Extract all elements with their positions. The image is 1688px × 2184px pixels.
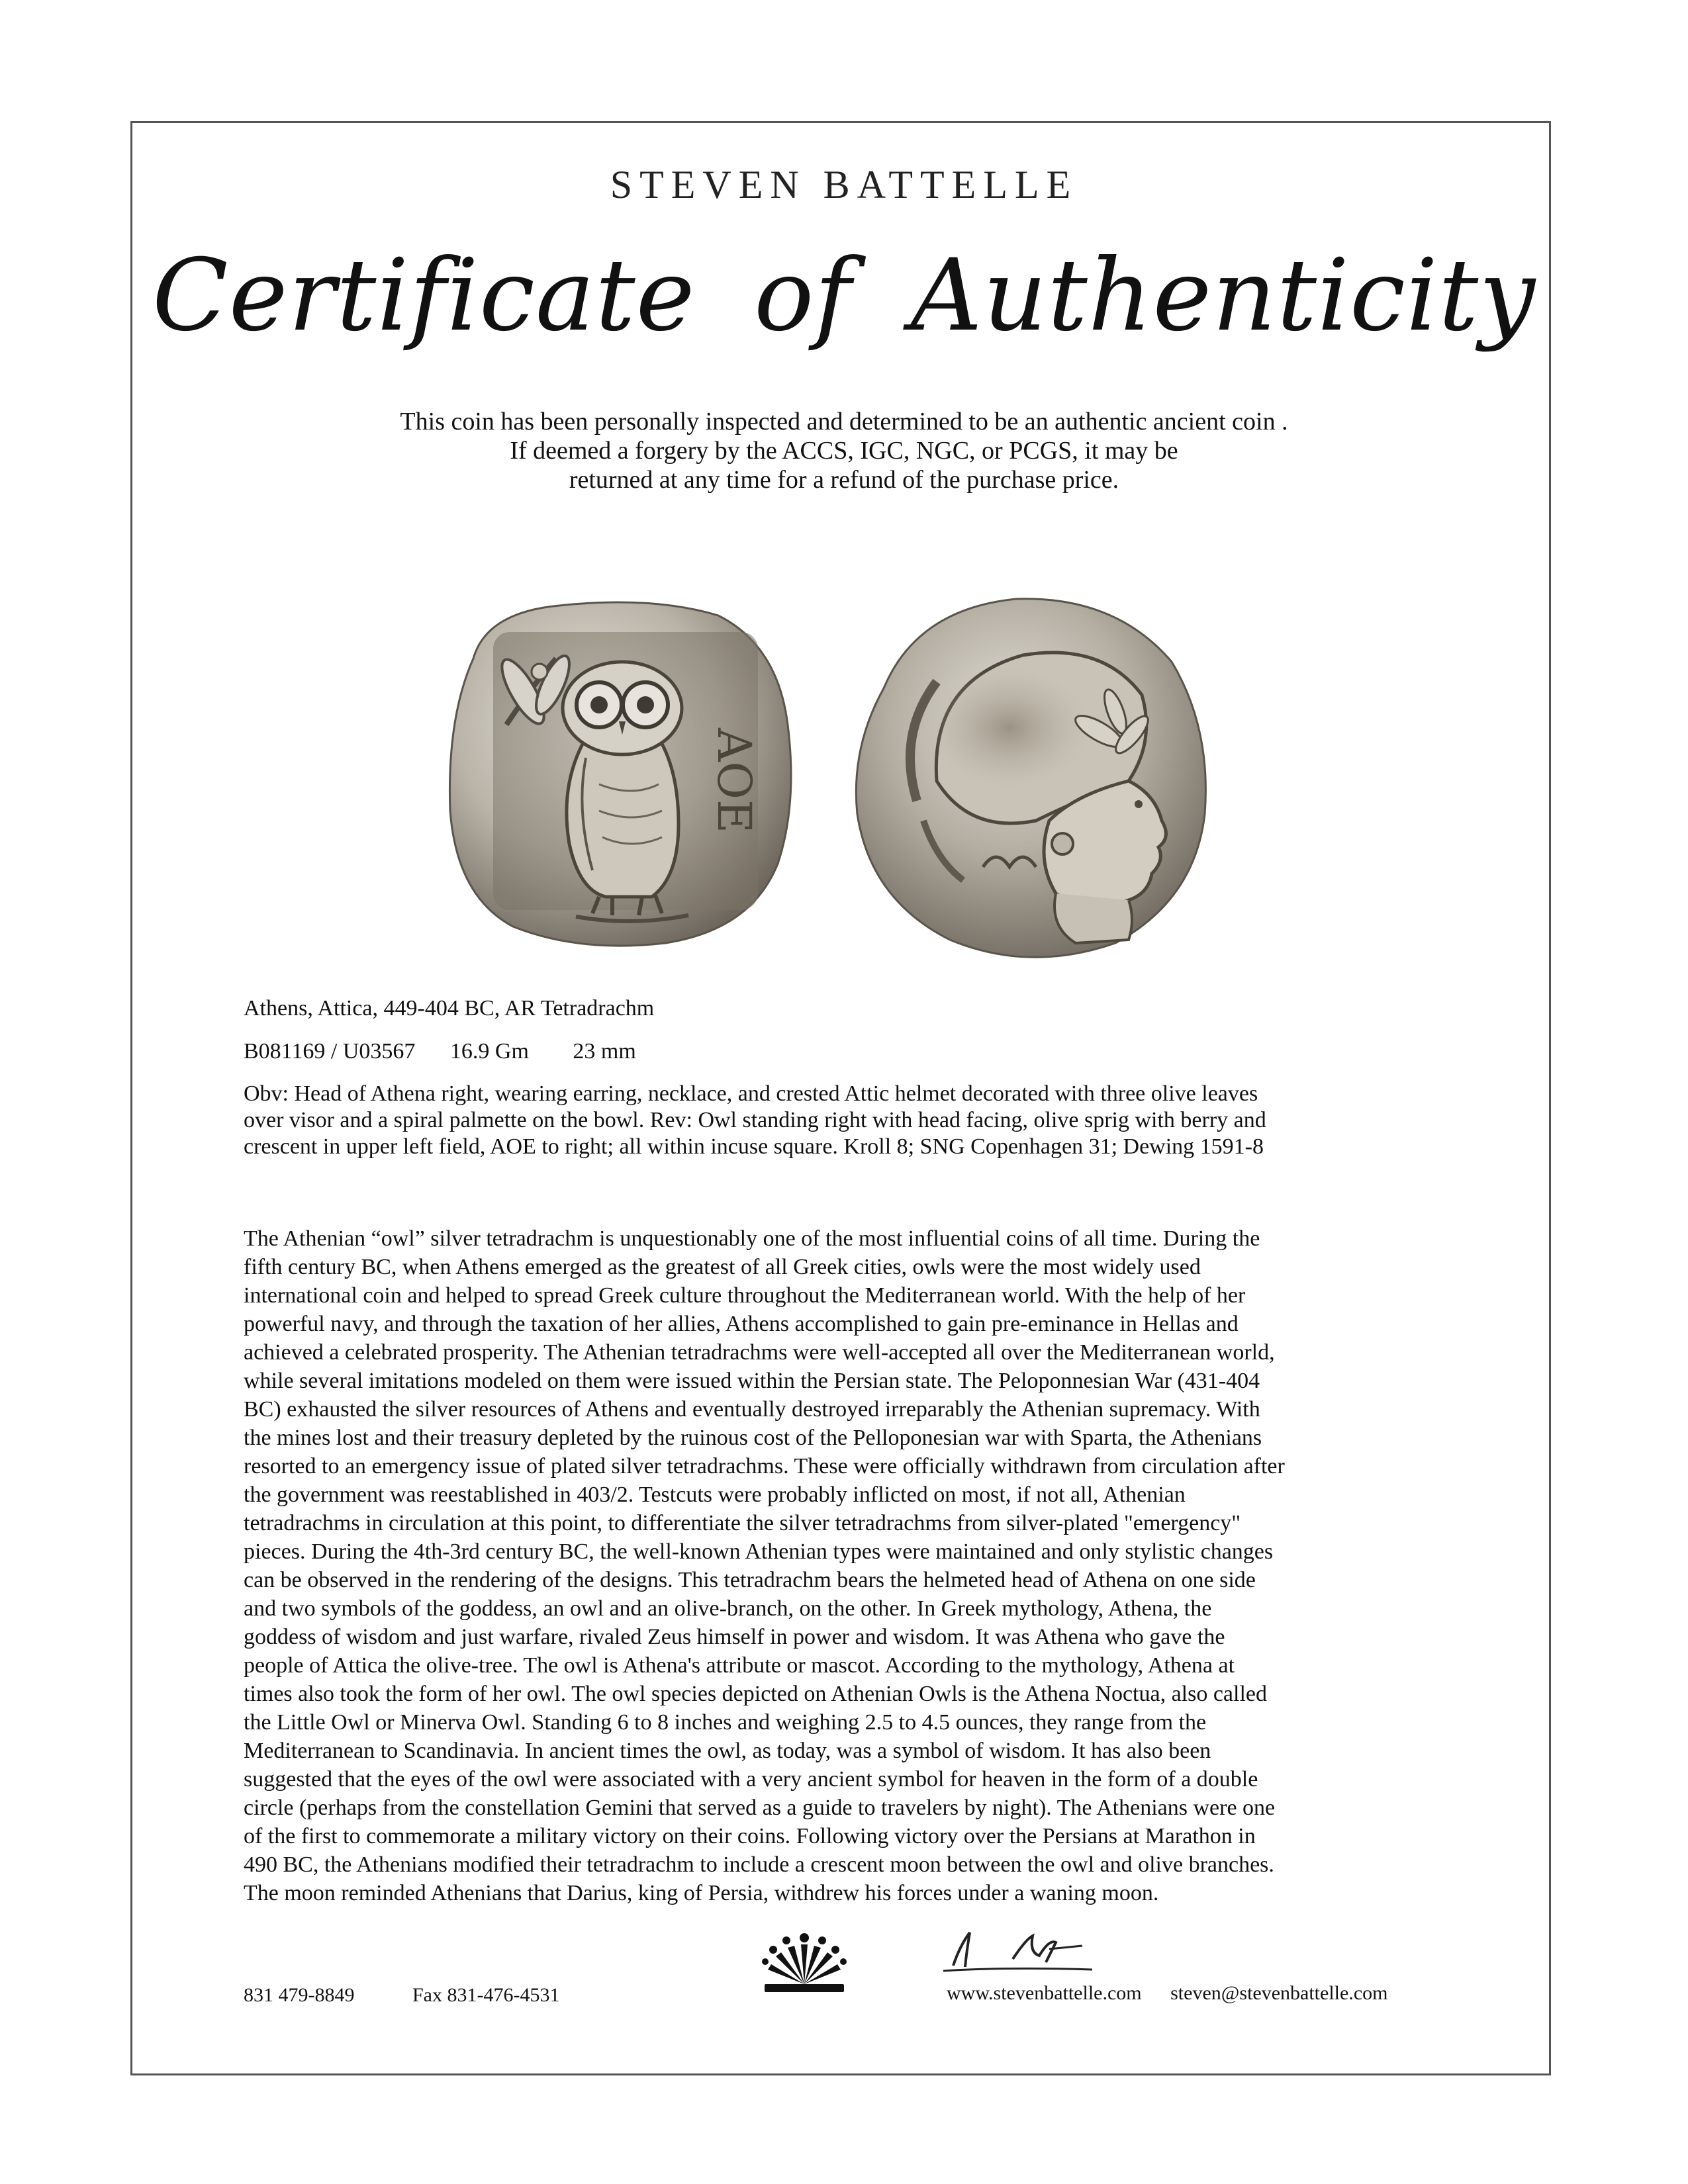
- guarantee-line: This coin has been personally inspected and determined to be an authentic ancient coin .: [400, 408, 1288, 435]
- essay-line: 490 BC, the Athenians modified their tetradrachm to include a crescent moon between the owl and olive branches.: [244, 1852, 1274, 1877]
- essay-line: while several imitations modeled on them were issued within the Persian state. The Peloponnesian War (431-404: [244, 1369, 1260, 1393]
- phone-number: 831 479-8849: [244, 1984, 355, 2006]
- essay-line: the mines lost and their treasury depleted by the ruinous cost of the Pelloponesian war with Sparta, the Athenians: [244, 1426, 1262, 1450]
- guarantee-line: returned at any time for a refund of the purchase price.: [569, 466, 1119, 494]
- essay-line: and two symbols of the goddess, an owl and an olive-branch, on the other. In Greek mythology, Athena, the: [244, 1596, 1212, 1621]
- coin-diameter: 23 mm: [573, 1039, 636, 1064]
- guarantee-line: If deemed a forgery by the ACCS, IGC, NGC, or PCGS, it may be: [510, 437, 1178, 465]
- essay-line: The Athenian “owl” silver tetradrachm is unquestionably one of the most influential coins of all time. During the: [244, 1226, 1260, 1251]
- essay-line: achieved a celebrated prosperity. The Athenian tetradrachms were well-accepted all over the Mediterranean world,: [244, 1340, 1275, 1365]
- coin-obverse-image: [837, 582, 1215, 963]
- essay-line: Mediterranean to Scandinavia. In ancient times the owl, as today, was a symbol of wisdom. It has also been: [244, 1739, 1211, 1763]
- essay-line: suggested that the eyes of the owl were associated with a very ancient symbol for heaven in the form of a double: [244, 1767, 1258, 1792]
- coin-reverse-image: [434, 586, 801, 953]
- essay-line: can be observed in the rendering of the designs. This tetradrachm bears the helmeted head of Athena on one side: [244, 1568, 1256, 1592]
- contact-web-email: [947, 1982, 1387, 2005]
- essay-line: resorted to an emergency issue of plated silver tetradrachms. These were officially withdrawn from circulation after: [244, 1454, 1285, 1479]
- sunburst-logo-icon: [761, 1931, 847, 1994]
- essay-line: tetradrachms in circulation at this point, to differentiate the silver tetradrachms from silver-plated "emergency": [244, 1511, 1241, 1535]
- fax-number: Fax 831-476-4531: [412, 1984, 560, 2006]
- description-line: crescent in upper left field, AOE to right; all within incuse square. Kroll 8; SNG Copenhagen 31; Dewing 1591-8: [244, 1134, 1264, 1159]
- essay-line: circle (perhaps from the constellation Gemini that served as a guide to travelers by night). The Athenians were one: [244, 1796, 1276, 1820]
- coin-weight: 16.9 Gm: [449, 1039, 529, 1064]
- owl-coin-icon: [434, 586, 801, 953]
- certificate-title: Certificate of Authenticity: [152, 238, 1536, 353]
- coin-legend: AOE: [707, 728, 761, 834]
- essay-line: goddess of wisdom and just warfare, rivaled Zeus himself in power and wisdom. It was Athena who gave the: [244, 1625, 1225, 1649]
- essay-line: the government was reestablished in 403/2. Testcuts were probably inflicted on most, if not all, Athenian: [244, 1482, 1186, 1507]
- inventory-number: B081169 / U03567: [244, 1039, 416, 1064]
- essay-line: the Little Owl or Minerva Owl. Standing 6 to 8 inches and weighing 2.5 to 4.5 ounces, they range from the: [244, 1710, 1207, 1735]
- athena-head-coin-icon: [837, 582, 1215, 963]
- essay-line: people of Attica the olive-tree. The owl is Athena's attribute or mascot. According to the mythology, Athena at: [244, 1653, 1235, 1678]
- essay-line: The moon reminded Athenians that Darius, king of Persia, withdrew his forces under a waning moon.: [244, 1881, 1159, 1905]
- essay-line: pieces. During the 4th-3rd century BC, the well-known Athenian types were maintained and only stylistic changes: [244, 1539, 1274, 1564]
- essay-line: fifth century BC, when Athens emerged as the greatest of all Greek cities, owls were the most widely used: [244, 1255, 1201, 1279]
- brand-name: STEVEN BATTELLE: [610, 163, 1078, 206]
- email-link[interactable]: steven@stevenbattelle.com: [1170, 1982, 1388, 2004]
- essay-line: times also took the form of her owl. The owl species depicted on Athenian Owls is the Athena Noctua, also called: [244, 1682, 1268, 1706]
- contact-phone-fax: [244, 1984, 559, 2007]
- essay-line: of the first to commemorate a military victory on their coins. Following victory over the Persians at Marathon in: [244, 1824, 1256, 1848]
- website-link[interactable]: www.stevenbattelle.com: [947, 1982, 1142, 2004]
- description-line: Obv: Head of Athena right, wearing earring, necklace, and crested Attic helmet decorated with three olive leaves: [244, 1081, 1258, 1106]
- history-essay: [244, 1224, 1455, 1907]
- guarantee-text: [0, 407, 1688, 494]
- essay-line: powerful navy, and through the taxation of her allies, Athens accomplished to gain pre-eminance in Hellas and: [244, 1312, 1239, 1336]
- description-line: over visor and a spiral palmette on the bowl. Rev: Owl standing right with head facing, olive sprig with berry and: [244, 1108, 1266, 1132]
- essay-line: international coin and helped to spread Greek culture throughout the Mediterranean world. With the help of her: [244, 1283, 1246, 1308]
- coin-specs: [244, 1039, 636, 1064]
- essay-line: BC) exhausted the silver resources of Athens and eventually destroyed irreparably the Athenian supremacy. With: [244, 1397, 1260, 1422]
- coin-description: [244, 1081, 1435, 1160]
- signature-icon: [940, 1926, 1099, 1976]
- coin-attribution: Athens, Attica, 449-404 BC, AR Tetradrachm: [244, 996, 655, 1021]
